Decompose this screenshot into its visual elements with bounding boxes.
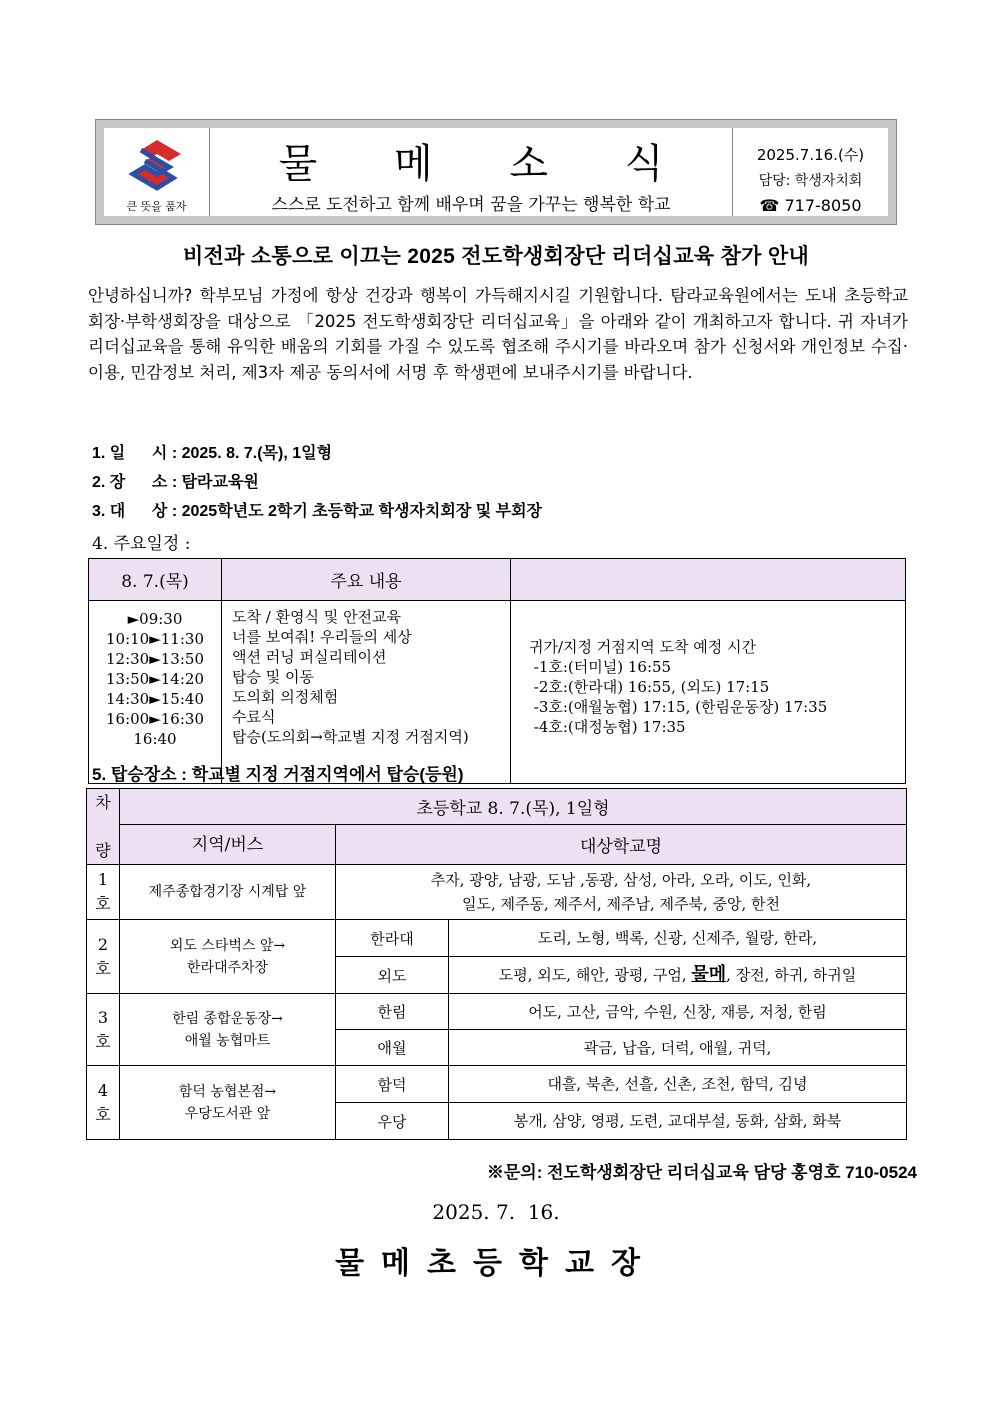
school-logo	[104, 128, 210, 216]
newsletter-title: 물 메 소 식	[278, 141, 696, 187]
area-name: 우당	[336, 1103, 449, 1140]
item-place	[92, 469, 259, 492]
time-slot: 12:30►13:50	[106, 650, 204, 668]
area-name: 외도	[336, 957, 449, 994]
schedule-item: 너를 보여줘! 우리들의 세상	[232, 628, 412, 646]
item-value: : 2025. 8. 7.(목), 1일형	[171, 445, 333, 462]
newsletter-header	[95, 119, 897, 225]
school-list: 도리, 노형, 백록, 신광, 신제주, 월랑, 한라,	[449, 920, 907, 957]
document-title: 비전과 소통으로 이끄는 2025 전도학생회장단 리더십교육 참가 안내	[182, 245, 810, 268]
route-stop: 함덕 농협본점→	[178, 1083, 277, 1100]
time-slot: 10:10►11:30	[106, 630, 204, 648]
area-name: 한라대	[336, 920, 449, 957]
route-stop: 애월 농협마트	[184, 1032, 271, 1049]
bus-number-suffix: 호	[95, 1031, 111, 1051]
col-route: 지역/버스	[120, 825, 336, 865]
bus-route	[120, 1066, 336, 1140]
bus-number-digit: 2	[97, 934, 109, 954]
bus-number-digit: 3	[97, 1007, 109, 1027]
area-name: 함덕	[336, 1066, 449, 1103]
bus-number-digit: 1	[97, 870, 109, 889]
schedule-times	[89, 601, 222, 784]
boarding-table	[86, 788, 907, 1140]
vehicle-header-char: 차	[95, 792, 111, 812]
schedule-item: 액션 러닝 퍼실리테이션	[232, 648, 387, 666]
bus-number	[87, 994, 120, 1066]
route-stop: 한라대주차장	[186, 959, 269, 976]
arrival-times	[511, 601, 906, 784]
bus-row-3	[87, 994, 907, 1030]
department: 담당: 학생자치회	[758, 173, 863, 189]
footer-date: 2025. 7. 16.	[432, 1200, 560, 1224]
item-value: : 탐라교육원	[171, 474, 259, 491]
school-line: 추자, 광양, 남광, 도남 ,동광, 삼성, 아라, 오라, 이도, 인화,	[430, 871, 812, 889]
bus-row-1	[87, 865, 907, 920]
item-label: 1. 일 시	[92, 445, 168, 462]
item-date	[92, 440, 332, 463]
intro-paragraph: 안녕하십니까? 학부모님 가정에 항상 건강과 행복이 가득해지시길 기원합니다. 탐라교육원에서는 도내 초등학교 회장·부학생회장을 대상으로 「2025 전도학생회장단 리더십교육」을 아래와 같이 개최하고자 합니다. 귀 자녀가 리더십교육을 통해 유익한 배움의 기회를 가질 수 있도록 협조해 주시기를 바라오며 참가 신청서와 개인정보 수집·이용, 민감정보 처리, 제3자 제공 동의서에 서명 후 학생편에 보내주시기를 바랍니다.	[88, 286, 908, 382]
school-names: , 장전, 하귀, 하귀일	[726, 966, 857, 984]
school-names: 도평, 외도, 해안, 광평, 구엄,	[498, 966, 692, 984]
bus-number	[87, 920, 120, 994]
route-stop: 우당도서관 앞	[184, 1105, 271, 1122]
item-target	[92, 498, 542, 521]
item-label: 3. 대 상	[92, 503, 168, 520]
arrival-line: -2호:(한라대) 16:55, (외도) 17:15	[529, 678, 770, 696]
bus-number	[87, 1066, 120, 1140]
bus-number-digit: 4	[97, 1080, 109, 1100]
time-slot: 16:00►16:30	[106, 710, 204, 728]
arrival-line: 귀가/지정 거점지역 도착 예정 시간	[529, 638, 756, 656]
time-slot: 16:40	[133, 730, 177, 748]
col-schools: 대상학교명	[336, 825, 907, 865]
school-list: 봉개, 삼양, 영평, 도련, 교대부설, 동화, 삼화, 화북	[449, 1103, 907, 1140]
bus-number-suffix: 호	[95, 958, 111, 978]
item-value: : 2025학년도 2학기 초등학교 학생자치회장 및 부회장	[171, 503, 542, 520]
area-name: 애월	[336, 1030, 449, 1066]
logo-caption: 큰 뜻을 품자	[126, 200, 187, 213]
col-content: 주요 내용	[222, 559, 511, 601]
highlight-school: 물메	[691, 964, 727, 985]
school-motto: 스스로 도전하고 함께 배우며 꿈을 가꾸는 행복한 학교	[271, 195, 671, 215]
arrival-line: -3호:(애월농협) 17:15, (한림운동장) 17:35	[529, 698, 828, 716]
arrival-line: -4호:(대정농협) 17:35	[529, 718, 686, 736]
bus-number-suffix: 호	[95, 1104, 111, 1124]
time-slot: 14:30►15:40	[106, 690, 204, 708]
schedule-item: 탑승(도의회→학교별 지정 거점지역)	[232, 728, 469, 746]
arrival-line: -1호:(터미널) 16:55	[529, 658, 672, 676]
school-list: 곽금, 납읍, 더럭, 애월, 귀덕,	[449, 1030, 907, 1066]
contact-info: ※문의: 전도학생회장단 리더십교육 담당 홍영호 710-0524	[486, 1163, 917, 1182]
bus-row-2	[87, 920, 907, 957]
school-list: 대흘, 북촌, 선흘, 신촌, 조천, 함덕, 김녕	[449, 1066, 907, 1103]
time-slot: ►09:30	[127, 610, 183, 628]
vehicle-header	[87, 789, 120, 865]
school-line: 일도, 제주동, 제주서, 제주남, 제주북, 중앙, 한천	[461, 895, 781, 913]
route-stop: 한림 종합운동장→	[172, 1010, 283, 1027]
bus-route: 제주종합경기장 시계탑 앞	[120, 865, 336, 920]
bus-number	[87, 865, 120, 920]
principal-signature: 물메초등학교장	[335, 1246, 657, 1281]
school-list	[336, 865, 907, 920]
main-header: 초등학교 8. 7.(목), 1일형	[120, 789, 907, 825]
schedule-item: 도착 / 환영식 및 안전교육	[232, 608, 402, 626]
school-list: 어도, 고산, 금악, 수원, 신창, 재릉, 저청, 한림	[449, 994, 907, 1030]
schedule-item: 수료식	[232, 708, 276, 726]
bus-number-suffix: 호	[95, 894, 111, 913]
boarding-label: 5. 탑승장소 : 학교별 지정 거점지역에서 탑승(등원)	[92, 765, 464, 784]
schedule-item: 탑승 및 이동	[232, 668, 314, 686]
school-logo-icon	[129, 138, 185, 194]
phone-number: ☎ 717-8050	[759, 196, 862, 215]
schedule-item: 도의회 의정체험	[232, 688, 339, 706]
bus-route	[120, 994, 336, 1066]
col-extra	[511, 559, 906, 601]
school-list	[449, 957, 907, 994]
col-date: 8. 7.(목)	[89, 559, 222, 601]
schedule-contents	[222, 601, 511, 784]
bus-route	[120, 920, 336, 994]
route-stop: 외도 스타벅스 앞→	[169, 937, 286, 954]
area-name: 한림	[336, 994, 449, 1030]
schedule-label: 4. 주요일정 :	[92, 534, 191, 554]
schedule-table	[88, 558, 906, 784]
bus-row-4	[87, 1066, 907, 1103]
vehicle-header-char: 량	[95, 840, 111, 860]
item-label: 2. 장 소	[92, 474, 168, 491]
time-slot: 13:50►14:20	[106, 670, 204, 688]
issue-date: 2025.7.16.(수)	[756, 146, 865, 164]
